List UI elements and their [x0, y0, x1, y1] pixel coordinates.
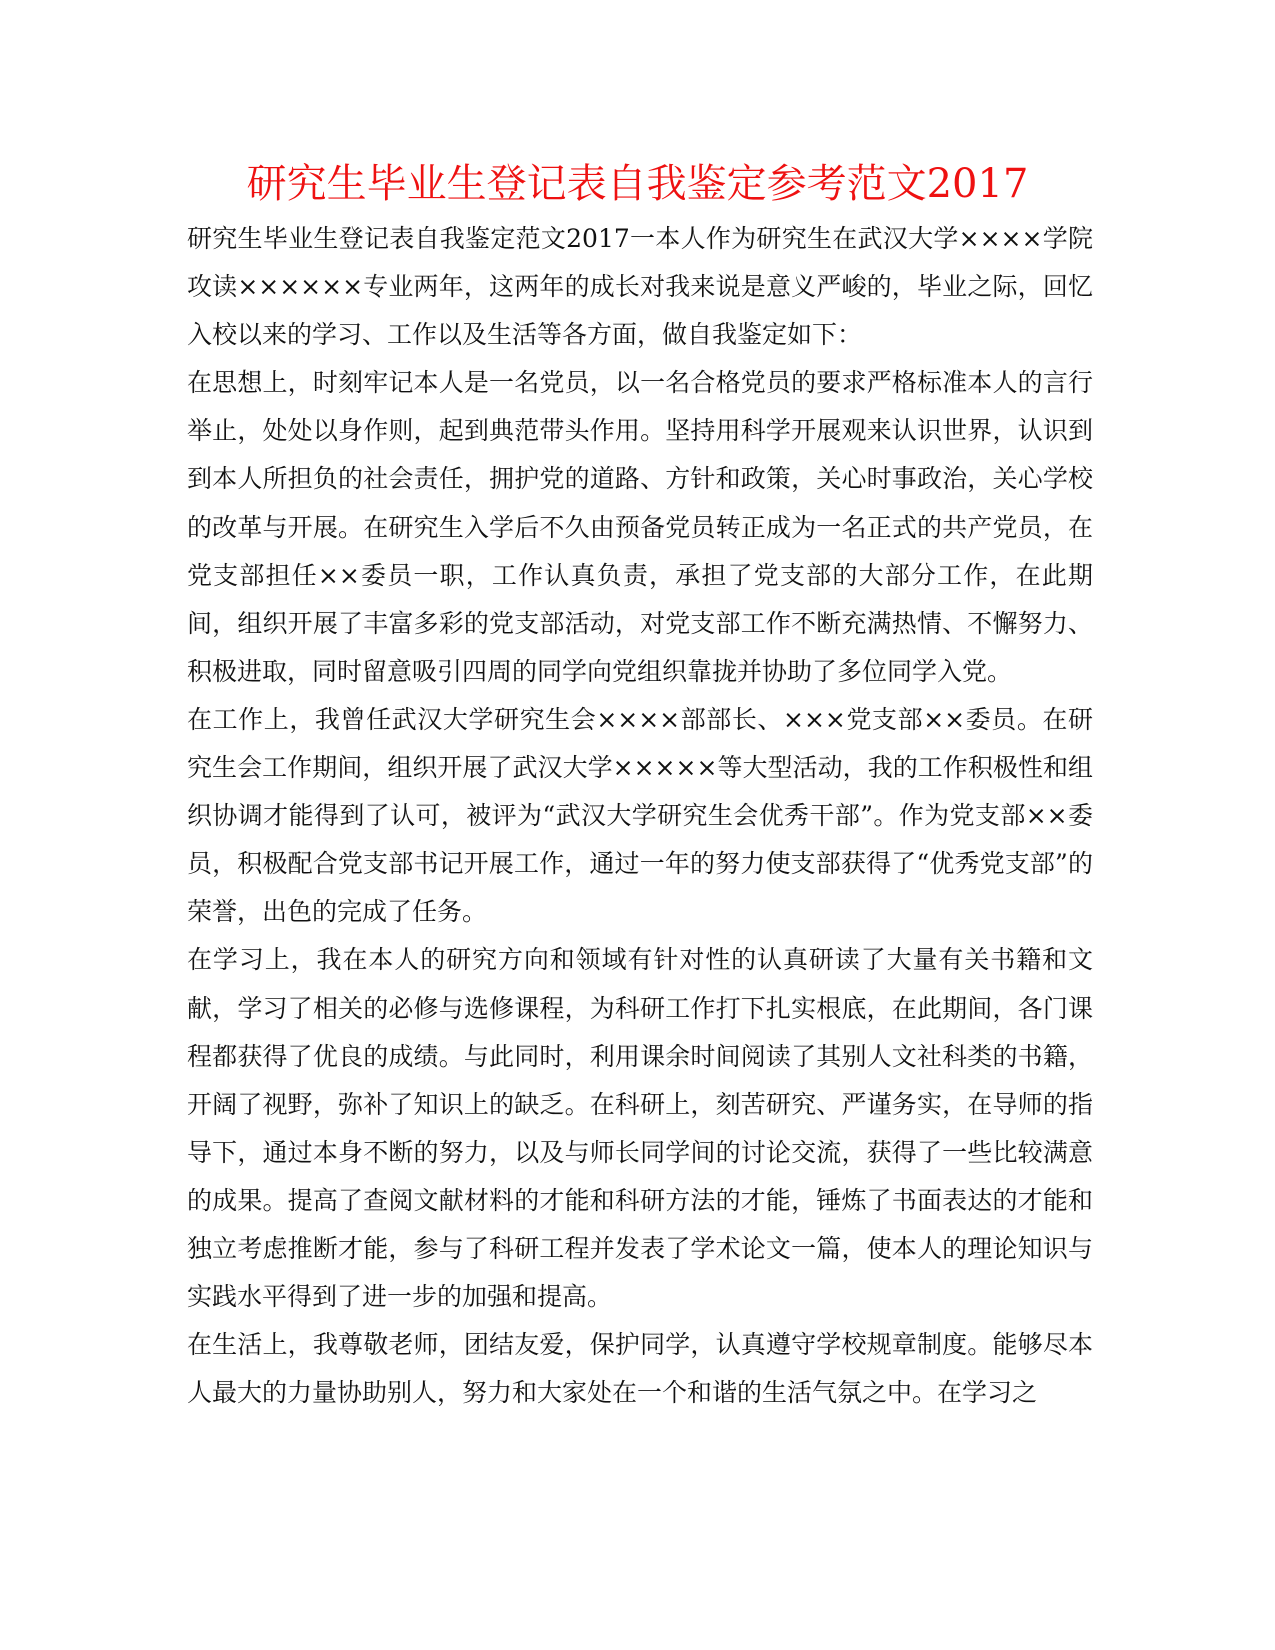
paragraph-study: 在学习上，我在本人的研究方向和领域有针对性的认真研读了大量有关书籍和文献，学习了相关的必修与选修课程，为科研工作打下扎实根底，在此期间，各门课程都获得了优良的成绩。与此同时，利用课余时间阅读了其别人文社科类的书籍，开阔了视野，弥补了知识上的缺乏。在科研上，刻苦研究、严谨务实，在导师的指导下，通过本身不断的努力，以及与师长同学间的讨论交流，获得了一些比较满意的成果。提高了查阅文献材料的才能和科研方法的才能，锤炼了书面表达的才能和独立考虑推断才能，参与了科研工程并发表了学术论文一篇，使本人的理论知识与实践水平得到了进一步的加强和提高。	[187, 945, 1093, 1312]
paragraph-ideology: 在思想上，时刻牢记本人是一名党员，以一名合格党员的要求严格标准本人的言行举止，处处以身作则，起到典范带头作用。坚持用科学开展观来认识世界，认识到到本人所担负的社会责任，拥护党的道路、方针和政策，关心时事政治，关心学校的改革与开展。在研究生入学后不久由预备党员转正成为一名正式的共产党员，在党支部担任××委员一职，工作认真负责，承担了党支部的大部分工作，在此期间，组织开展了丰富多彩的党支部活动，对党支部工作不断充满热情、不懈努力、积极进取，同时留意吸引四周的同学向党组织靠拢并协助了多位同学入党。	[187, 368, 1093, 686]
paragraph-life: 在生活上，我尊敬老师，团结友爱，保护同学，认真遵守学校规章制度。能够尽本人最大的力量协助别人，努力和大家处在一个和谐的生活气氛之中。在学习之	[187, 1330, 1093, 1408]
document-body	[187, 215, 1093, 1417]
document-title: 研究生毕业生登记表自我鉴定参考范文2017	[246, 161, 1029, 207]
paragraph-work: 在工作上，我曾任武汉大学研究生会××××部部长、×××党支部××委员。在研究生会工作期间，组织开展了武汉大学×××××等大型活动，我的工作积极性和组织协调才能得到了认可，被评为“武汉大学研究生会优秀干部”。作为党支部××委员，积极配合党支部书记开展工作，通过一年的努力使支部获得了“优秀党支部”的荣誉，出色的完成了任务。	[187, 704, 1093, 927]
paragraph-intro: 研究生毕业生登记表自我鉴定范文2017一本人作为研究生在武汉大学××××学院攻读××××××专业两年，这两年的成长对我来说是意义严峻的，毕业之际，回忆入校以来的学习、工作以及生活等各方面，做自我鉴定如下：	[187, 224, 1093, 350]
